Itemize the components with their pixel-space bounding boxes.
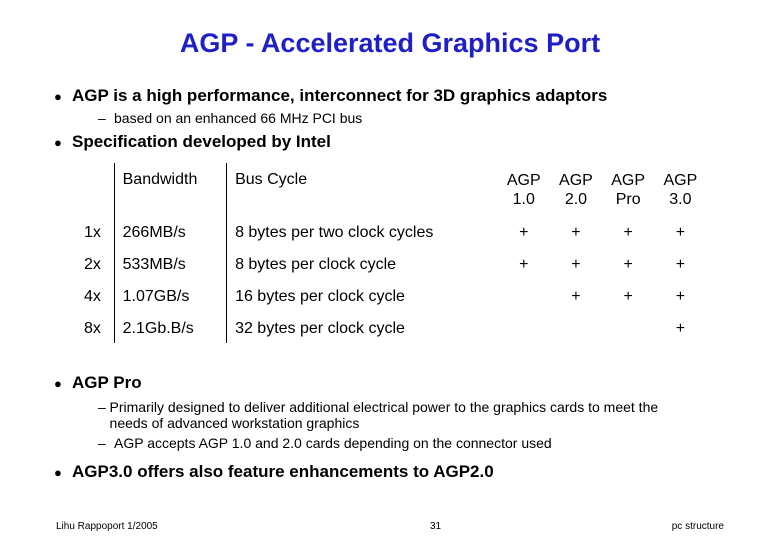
cell-mode: 8x — [80, 311, 114, 343]
cell-agp-2-0: + — [571, 256, 581, 273]
table-row — [80, 279, 707, 311]
sub-bullet-power — [98, 399, 688, 431]
header-cell-bandwidth: Bandwidth — [114, 163, 226, 215]
cell-mode: 4x — [80, 279, 114, 311]
bullet-text: AGP is a high performance, interconnect for 3D graphics adaptors — [72, 86, 608, 105]
cell-agp-3-0: + — [675, 320, 686, 337]
cell-agp-3-0: + — [675, 256, 686, 273]
cell-agp-pro — [602, 311, 654, 343]
cell-bus-cycle: 8 bytes per two clock cycles — [235, 224, 434, 241]
header-cell-agp-pro: AGP Pro — [611, 172, 646, 208]
header-cell-agp-2-0: AGP 2.0 — [559, 172, 593, 208]
bullet-dot-icon: ● — [54, 135, 62, 150]
cell-bandwidth: 266MB/s — [114, 215, 226, 247]
cell-agp-3-0: + — [675, 288, 686, 305]
slide-title: AGP - Accelerated Graphics Port — [179, 28, 601, 58]
sub-bullet-compat — [98, 435, 552, 451]
footer-page-number: 31 — [430, 521, 442, 532]
footer-author: Lihu Rappoport 1/2005 — [56, 521, 158, 532]
cell-agp-pro: + — [623, 224, 633, 241]
cell-bandwidth: 533MB/s — [114, 247, 226, 279]
cell-bus-cycle: 16 bytes per clock cycle — [235, 288, 405, 305]
dash-icon: – — [98, 110, 106, 126]
dash-icon: – — [98, 435, 106, 451]
bullet-text: AGP Pro — [72, 373, 142, 392]
header-cell-agp-1-0: AGP 1.0 — [506, 172, 541, 208]
table-row — [80, 247, 707, 279]
cell-bandwidth: 1.07GB/s — [114, 279, 226, 311]
header-cell-bus-cycle: Bus Cycle — [235, 171, 308, 188]
dash-icon: – — [98, 399, 106, 415]
cell-bus-cycle: 32 bytes per clock cycle — [235, 320, 405, 337]
sub-bullet-pci — [98, 110, 362, 126]
cell-agp-3-0: + — [675, 224, 686, 241]
cell-bandwidth: 2.1Gb.B/s — [114, 311, 226, 343]
header-cell-agp-3-0: AGP 3.0 — [663, 172, 698, 208]
bullet-text: AGP3.0 offers also feature enhancements to AGP2.0 — [72, 462, 494, 481]
table-header-row — [80, 163, 707, 215]
cell-agp-1-0 — [498, 311, 550, 343]
cell-agp-2-0: + — [571, 288, 581, 305]
bullet-text: Specification developed by Intel — [72, 132, 331, 151]
cell-agp-pro: + — [623, 288, 633, 305]
cell-agp-2-0 — [550, 311, 602, 343]
bullet-dot-icon: ● — [54, 89, 62, 104]
cell-agp-1-0: + — [519, 224, 529, 241]
cell-agp-1-0: + — [519, 256, 529, 273]
sub-bullet-text: AGP accepts AGP 1.0 and 2.0 cards depending on the connector used — [114, 435, 552, 451]
bullet-dot-icon: ● — [54, 376, 62, 391]
header-cell-mode — [80, 163, 114, 215]
sub-bullet-text: Primarily designed to deliver additional electrical power to the graphics cards to meet the needs of advanced workstation graphics — [109, 399, 659, 431]
cell-mode: 1x — [80, 215, 114, 247]
cell-mode: 2x — [80, 247, 114, 279]
bullet-agp-intro — [54, 86, 607, 106]
cell-agp-2-0: + — [571, 224, 581, 241]
cell-bus-cycle: 8 bytes per clock cycle — [235, 256, 397, 273]
bullet-agp-pro — [54, 373, 142, 393]
sub-bullet-text: based on an enhanced 66 MHz PCI bus — [114, 110, 363, 126]
cell-agp-1-0 — [498, 279, 550, 311]
cell-agp-pro: + — [623, 256, 633, 273]
table-row — [80, 311, 707, 343]
agp-spec-table — [80, 163, 707, 343]
bullet-agp3 — [54, 462, 494, 482]
bullet-intel-spec — [54, 132, 331, 152]
bullet-dot-icon: ● — [54, 465, 62, 480]
table-row — [80, 215, 707, 247]
footer-course: pc structure — [671, 521, 724, 532]
